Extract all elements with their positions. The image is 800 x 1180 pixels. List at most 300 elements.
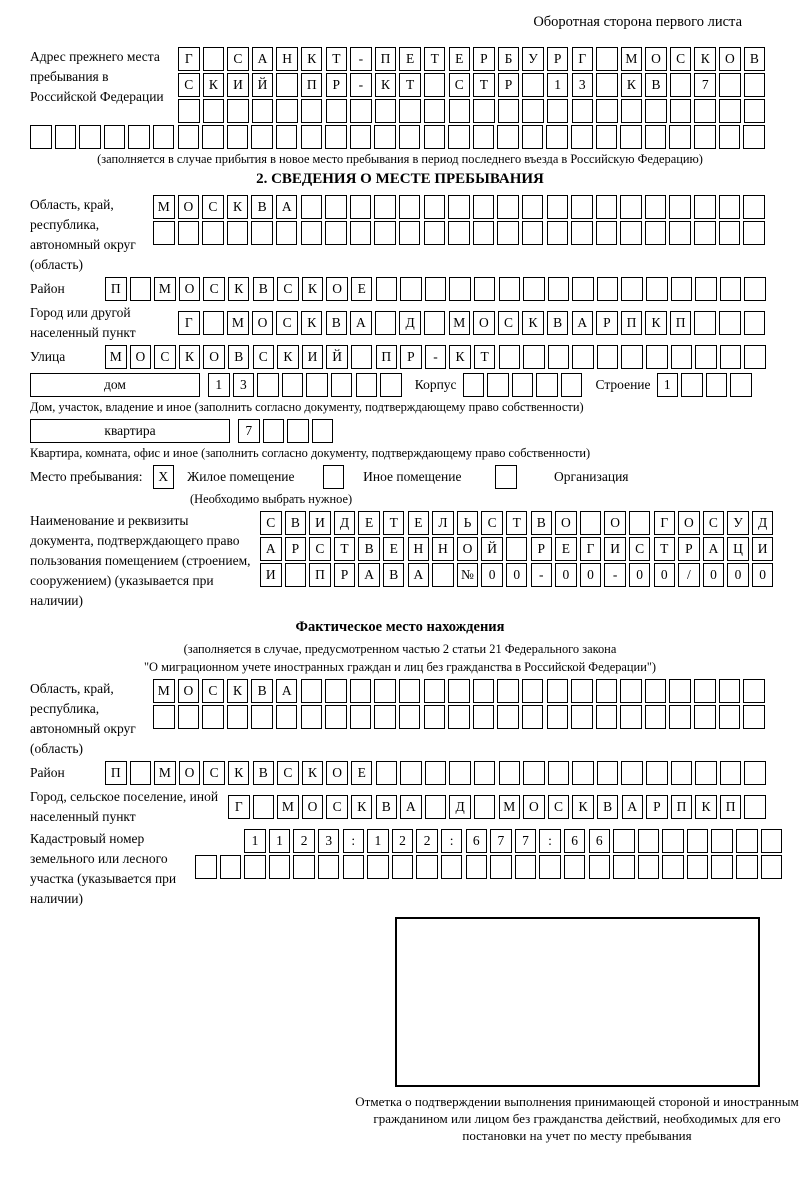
char-cell [220, 855, 242, 879]
char-cell: С [253, 345, 275, 369]
char-cell: М [153, 195, 175, 219]
char-cell: 0 [629, 563, 651, 587]
char-cell [257, 373, 279, 397]
char-cell: В [253, 761, 275, 785]
char-cell [571, 125, 593, 149]
char-cell: И [302, 345, 324, 369]
char-cell: В [547, 311, 569, 335]
char-cell [497, 221, 519, 245]
char-row [178, 47, 768, 71]
char-cell [202, 221, 224, 245]
char-cell [620, 125, 642, 149]
char-cell [399, 125, 421, 149]
char-cell: Г [580, 537, 602, 561]
char-cell [580, 511, 602, 535]
char-cell [350, 125, 372, 149]
char-cell [646, 277, 668, 301]
char-cell [350, 679, 372, 703]
char-cell [671, 345, 693, 369]
char-cell [227, 221, 249, 245]
char-cell: К [227, 195, 249, 219]
char-cell: 1 [547, 73, 569, 97]
char-cell [613, 855, 635, 879]
char-cell [645, 99, 667, 123]
char-cell: Р [547, 47, 569, 71]
stroenie-label: Строение [595, 377, 651, 392]
prev-address-extra-row [30, 125, 770, 149]
char-cell [719, 221, 741, 245]
char-cell: К [694, 47, 716, 71]
char-cell: Р [498, 73, 520, 97]
char-cell [523, 345, 545, 369]
char-cell [153, 705, 175, 729]
char-cell: И [260, 563, 282, 587]
char-cell: А [260, 537, 282, 561]
char-cell [252, 99, 274, 123]
char-row [178, 311, 768, 335]
char-cell [694, 705, 716, 729]
char-cell [350, 195, 372, 219]
char-cell [448, 679, 470, 703]
char-cell: Л [432, 511, 454, 535]
char-cell [487, 373, 509, 397]
char-cell [572, 345, 594, 369]
char-cell: С [498, 311, 520, 335]
char-cell: С [548, 795, 570, 819]
char-cell [548, 277, 570, 301]
char-row [178, 99, 768, 123]
char-cell [350, 221, 372, 245]
char-cell: Е [408, 511, 430, 535]
char-cell [374, 221, 396, 245]
char-cell [104, 125, 126, 149]
char-cell [671, 277, 693, 301]
char-cell [474, 277, 496, 301]
char-cell [522, 679, 544, 703]
char-cell [276, 705, 298, 729]
char-cell [251, 221, 273, 245]
char-cell [744, 795, 766, 819]
char-cell: О [302, 795, 324, 819]
char-cell: - [425, 345, 447, 369]
char-cell: Д [399, 311, 421, 335]
char-cell [432, 563, 454, 587]
char-cell: В [358, 537, 380, 561]
char-cell [638, 855, 660, 879]
char-cell: О [178, 195, 200, 219]
char-cell [694, 221, 716, 245]
char-cell [499, 277, 521, 301]
char-cell [178, 705, 200, 729]
char-cell: 7 [515, 829, 537, 853]
char-cell: - [350, 47, 372, 71]
char-cell: 2 [392, 829, 414, 853]
char-cell [547, 221, 569, 245]
char-cell [202, 705, 224, 729]
checkbox-other-premises [323, 465, 348, 489]
char-cell: 6 [589, 829, 611, 853]
char-cell [79, 125, 101, 149]
char-cell [515, 855, 537, 879]
char-cell [645, 221, 667, 245]
char-cell [662, 829, 684, 853]
char-cell [203, 311, 225, 335]
char-cell [499, 761, 521, 785]
char-cell [473, 705, 495, 729]
char-cell: Г [654, 511, 676, 535]
char-cell [597, 345, 619, 369]
char-cell [497, 195, 519, 219]
char-cell [325, 195, 347, 219]
char-cell [743, 705, 765, 729]
char-cell [629, 511, 651, 535]
char-cell [522, 73, 544, 97]
char-cell: К [228, 277, 250, 301]
char-cell [669, 125, 691, 149]
char-cell: Р [678, 537, 700, 561]
char-cell: О [130, 345, 152, 369]
char-cell: С [629, 537, 651, 561]
char-cell: К [645, 311, 667, 335]
district-label: Район [30, 281, 65, 296]
char-cell [497, 679, 519, 703]
char-cell: М [154, 761, 176, 785]
char-cell: Г [228, 795, 250, 819]
char-cell [293, 855, 315, 879]
char-cell [424, 99, 446, 123]
char-cell [356, 373, 378, 397]
char-cell: У [727, 511, 749, 535]
char-cell [375, 99, 397, 123]
char-cell: О [326, 277, 348, 301]
char-cell [719, 195, 741, 219]
char-cell: 0 [555, 563, 577, 587]
char-cell [276, 125, 298, 149]
char-cell: С [203, 277, 225, 301]
char-cell: Т [334, 537, 356, 561]
char-cell: Т [474, 345, 496, 369]
region-block [30, 195, 770, 275]
char-cell [473, 125, 495, 149]
char-cell [694, 311, 716, 335]
char-cell [687, 829, 709, 853]
char-cell [719, 73, 741, 97]
cadastral-block [30, 829, 770, 909]
char-cell: Н [408, 537, 430, 561]
char-cell: П [105, 277, 127, 301]
char-cell: К [302, 761, 324, 785]
char-cell [497, 125, 519, 149]
char-cell: 0 [506, 563, 528, 587]
char-cell: О [203, 345, 225, 369]
char-cell [695, 277, 717, 301]
char-cell: С [260, 511, 282, 535]
char-cell: X [153, 465, 175, 489]
char-cell [203, 47, 225, 71]
char-cell: 1 [208, 373, 230, 397]
char-cell [318, 855, 340, 879]
char-cell [449, 761, 471, 785]
char-cell: С [178, 73, 200, 97]
char-cell [424, 705, 446, 729]
char-cell [694, 195, 716, 219]
char-cell: К [203, 73, 225, 97]
char-cell: С [309, 537, 331, 561]
char-cell [645, 705, 667, 729]
char-cell [400, 277, 422, 301]
char-cell [203, 99, 225, 123]
char-cell: 7 [694, 73, 716, 97]
char-cell [287, 419, 309, 443]
checkbox-residential [153, 465, 178, 489]
char-row [105, 761, 769, 785]
char-cell: Е [555, 537, 577, 561]
char-cell: В [376, 795, 398, 819]
char-cell [399, 195, 421, 219]
char-cell: А [350, 311, 372, 335]
char-cell [425, 795, 447, 819]
char-cell [645, 195, 667, 219]
char-cell: С [481, 511, 503, 535]
char-cell: К [351, 795, 373, 819]
char-cell: - [604, 563, 626, 587]
char-cell [596, 195, 618, 219]
char-cell: М [105, 345, 127, 369]
char-row [260, 537, 776, 561]
char-cell [743, 221, 765, 245]
char-cell: Е [399, 47, 421, 71]
char-cell: А [622, 795, 644, 819]
char-cell [499, 345, 521, 369]
option-other-premises-label: Иное помещение [363, 469, 462, 484]
char-cell [178, 221, 200, 245]
char-cell [744, 73, 766, 97]
char-cell [719, 705, 741, 729]
char-cell: А [400, 795, 422, 819]
char-cell: М [621, 47, 643, 71]
char-row [208, 373, 405, 397]
char-cell: Й [326, 345, 348, 369]
char-cell [424, 221, 446, 245]
char-cell: В [326, 311, 348, 335]
document-label: Наименование и реквизиты документа, подтверждающего право пользования помещением (строением, сооружением) (указывается при наличии) [30, 513, 251, 608]
char-cell: К [572, 795, 594, 819]
char-cell: В [228, 345, 250, 369]
char-cell [743, 679, 765, 703]
char-cell: - [350, 73, 372, 97]
char-cell [681, 373, 703, 397]
char-cell [596, 221, 618, 245]
char-cell [621, 345, 643, 369]
char-cell: 0 [580, 563, 602, 587]
char-cell [523, 761, 545, 785]
char-cell: К [302, 277, 324, 301]
char-cell: 2 [293, 829, 315, 853]
char-cell: К [301, 311, 323, 335]
checkbox-organization [495, 465, 520, 489]
char-cell: Е [351, 761, 373, 785]
char-cell: О [604, 511, 626, 535]
char-cell [571, 679, 593, 703]
char-cell [620, 195, 642, 219]
char-cell: К [522, 311, 544, 335]
char-cell [744, 311, 766, 335]
char-cell [687, 855, 709, 879]
char-cell [646, 761, 668, 785]
char-cell [706, 373, 728, 397]
char-cell [695, 345, 717, 369]
char-cell [546, 125, 568, 149]
char-cell [596, 679, 618, 703]
char-cell: 3 [233, 373, 255, 397]
char-cell: Й [481, 537, 503, 561]
char-cell [548, 345, 570, 369]
actual-location-title: Фактическое место нахождения [295, 619, 505, 635]
char-cell [301, 99, 323, 123]
char-cell: Р [596, 311, 618, 335]
char-cell: 0 [727, 563, 749, 587]
char-cell: М [153, 679, 175, 703]
house-box: дом [30, 373, 200, 397]
char-cell: И [752, 537, 774, 561]
char-cell [547, 195, 569, 219]
char-cell [711, 829, 733, 853]
char-row [153, 195, 768, 219]
city-row [30, 303, 770, 343]
char-cell [736, 855, 758, 879]
char-row [195, 855, 785, 879]
char-cell: 7 [490, 829, 512, 853]
char-cell: Г [178, 311, 200, 335]
char-cell [498, 99, 520, 123]
char-cell: 0 [703, 563, 725, 587]
char-cell: В [744, 47, 766, 71]
char-cell: П [671, 795, 693, 819]
street-label: Улица [30, 349, 66, 364]
char-cell [276, 99, 298, 123]
char-cell [620, 221, 642, 245]
char-cell [572, 761, 594, 785]
char-cell: 3 [572, 73, 594, 97]
char-cell: И [227, 73, 249, 97]
char-cell: В [645, 73, 667, 97]
char-cell: Е [383, 537, 405, 561]
char-cell: Й [252, 73, 274, 97]
char-cell [662, 855, 684, 879]
char-cell: Т [326, 47, 348, 71]
char-cell [449, 277, 471, 301]
char-cell [572, 99, 594, 123]
char-row [244, 829, 785, 853]
char-cell [694, 679, 716, 703]
char-cell: П [720, 795, 742, 819]
char-cell: П [376, 345, 398, 369]
char-cell: Е [351, 277, 373, 301]
char-cell [669, 221, 691, 245]
char-cell [596, 73, 618, 97]
stay-type-label: Место пребывания: [30, 469, 143, 484]
char-cell: Д [334, 511, 356, 535]
char-cell: О [645, 47, 667, 71]
char-cell [561, 373, 583, 397]
prev-address-block [30, 47, 770, 123]
char-cell [253, 795, 275, 819]
char-cell [306, 373, 328, 397]
prev-address-label: Адрес прежнего места пребывания в Российской Федерации [30, 49, 164, 104]
char-cell [374, 195, 396, 219]
char-cell [761, 855, 783, 879]
char-cell [350, 705, 372, 729]
char-cell [474, 795, 496, 819]
char-cell [730, 373, 752, 397]
house-caption: Дом, участок, владение и иное (заполнить согласно документу, подтверждающему право собственности) [30, 400, 584, 414]
char-cell [153, 125, 175, 149]
char-cell: А [276, 195, 298, 219]
char-cell [244, 855, 266, 879]
cadastral-rows [195, 829, 785, 879]
char-cell [596, 47, 618, 71]
char-cell: Т [506, 511, 528, 535]
char-cell: С [227, 47, 249, 71]
char-cell [178, 125, 200, 149]
actual-district-row [30, 761, 770, 785]
char-cell [424, 311, 446, 335]
char-cell [350, 99, 372, 123]
char-cell [55, 125, 77, 149]
char-cell: К [695, 795, 717, 819]
char-cell [669, 195, 691, 219]
char-cell: Г [178, 47, 200, 71]
char-cell [301, 125, 323, 149]
char-cell [645, 679, 667, 703]
char-cell: О [179, 277, 201, 301]
char-cell [506, 537, 528, 561]
char-cell [720, 277, 742, 301]
char-cell: А [358, 563, 380, 587]
char-cell [694, 125, 716, 149]
char-cell: Е [358, 511, 380, 535]
char-cell [263, 419, 285, 443]
char-cell [424, 73, 446, 97]
char-row [260, 511, 776, 535]
char-cell [744, 99, 766, 123]
char-row [238, 419, 336, 443]
char-cell [424, 679, 446, 703]
char-cell [463, 373, 485, 397]
char-cell [301, 679, 323, 703]
char-cell [312, 419, 334, 443]
char-cell: Т [654, 537, 676, 561]
char-cell [285, 563, 307, 587]
char-cell: А [703, 537, 725, 561]
cadastral-label: Кадастровый номер земельного или лесного участка (указывается при наличии) [30, 831, 177, 906]
char-cell [523, 277, 545, 301]
char-cell [448, 705, 470, 729]
char-cell [325, 125, 347, 149]
char-cell [670, 99, 692, 123]
char-row [228, 795, 769, 819]
char-cell [512, 373, 534, 397]
char-cell: Р [326, 73, 348, 97]
char-row [153, 221, 768, 245]
char-cell: К [301, 47, 323, 71]
char-cell [522, 99, 544, 123]
char-cell [596, 705, 618, 729]
char-cell: Ц [727, 537, 749, 561]
char-cell [620, 705, 642, 729]
actual-district-label: Район [30, 765, 65, 780]
char-cell [351, 345, 373, 369]
